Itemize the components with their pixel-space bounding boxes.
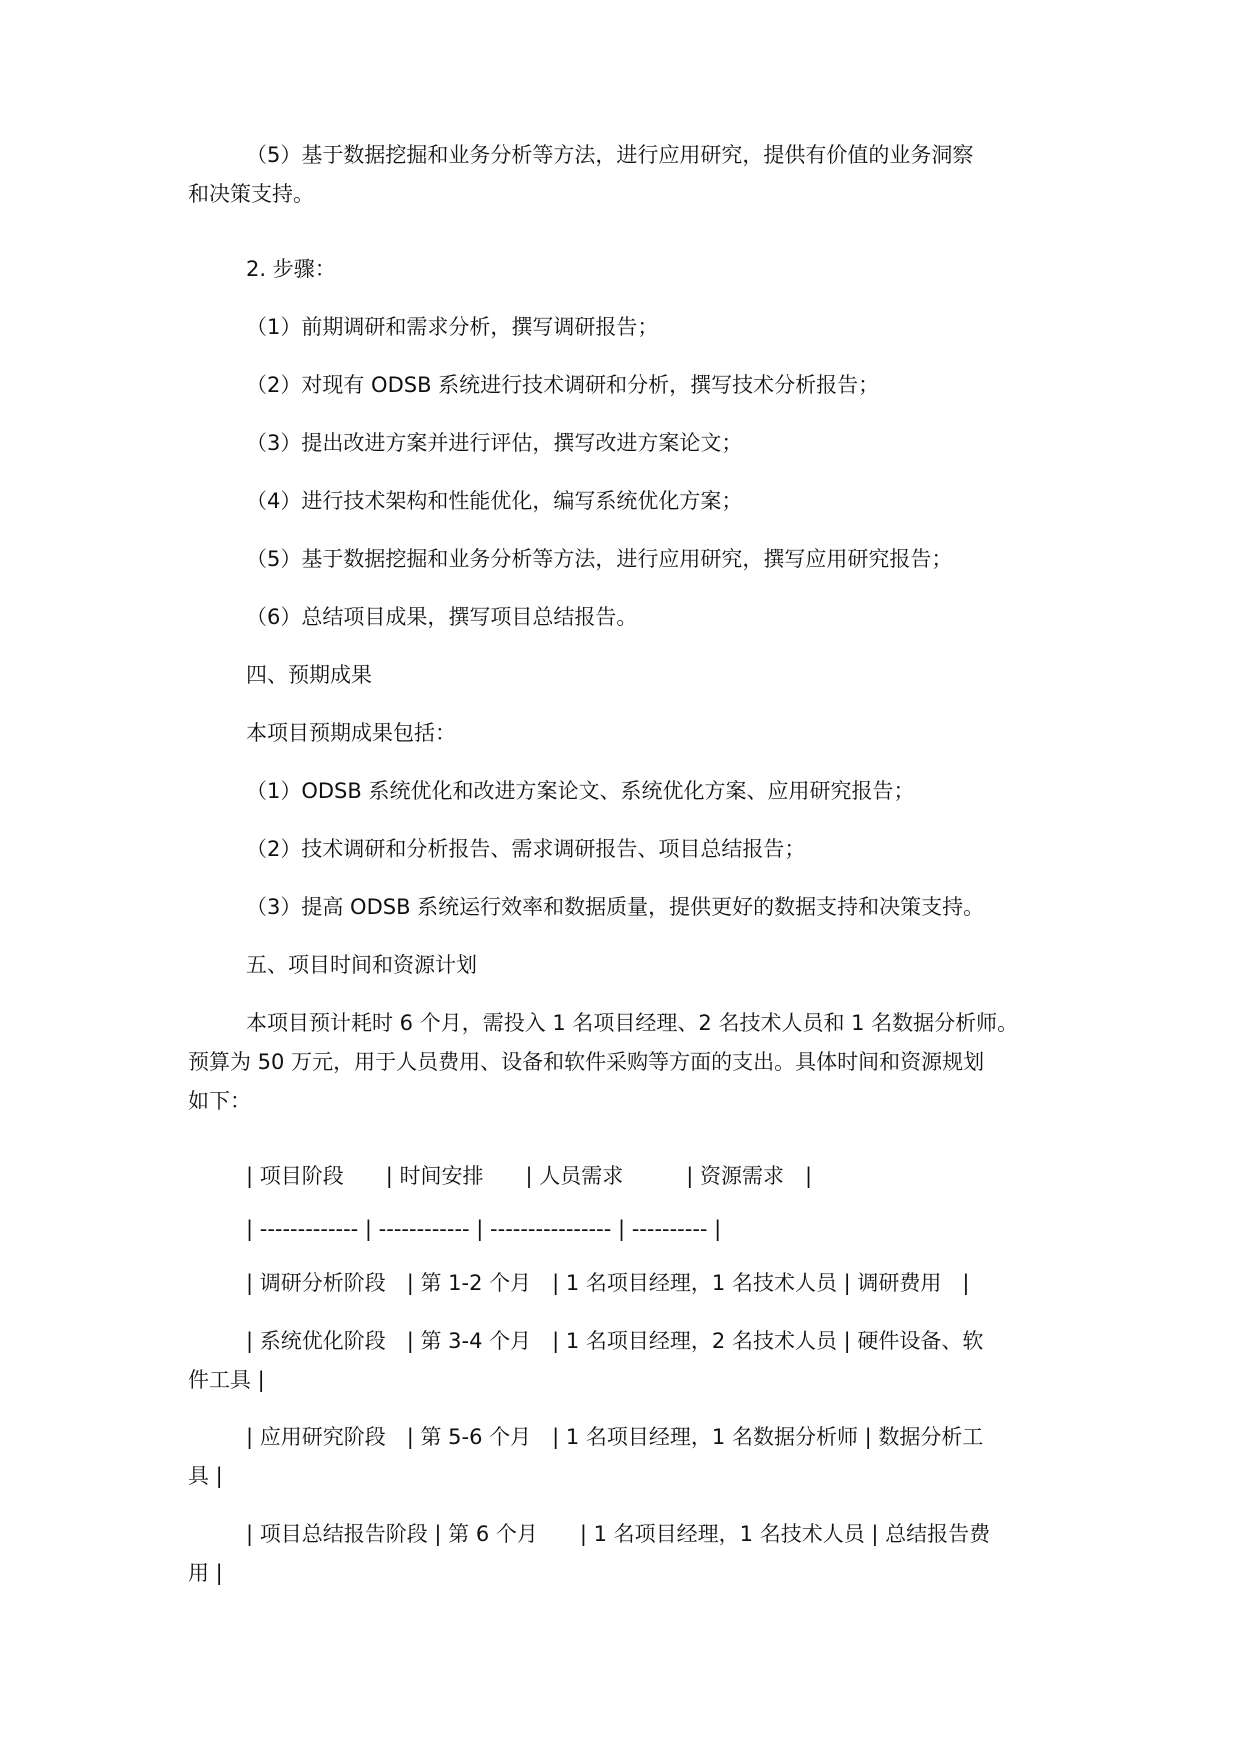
table-row-summary	[188, 1515, 1068, 1593]
text-line: 预算为 50 万元，用于人员费用、设备和软件采购等方面的支出。具体时间和资源规划	[188, 1050, 985, 1074]
result-item-2: （2）技术调研和分析报告、需求调研报告、项目总结报告；	[246, 837, 806, 861]
result-item-1: （1）ODSB 系统优化和改进方案论文、系统优化方案、应用研究报告；	[246, 779, 915, 803]
text-line: | 项目总结报告阶段 | 第 6 个月 | 1 名项目经理，1 名技术人员 | 总结报告费	[246, 1522, 991, 1546]
paragraph-step5-goal	[188, 136, 1068, 214]
table-row-application	[188, 1418, 1068, 1496]
step-item-4: （4）进行技术架构和性能优化，编写系统优化方案；	[246, 489, 743, 513]
table-separator-row: | ------------- | ------------ | ---------------- | ---------- |	[246, 1217, 722, 1241]
text-line: 如下：	[188, 1089, 251, 1113]
section-heading-expected-results: 四、预期成果	[246, 663, 372, 687]
step-item-1: （1）前期调研和需求分析，撰写调研报告；	[246, 315, 659, 339]
paragraph-schedule-intro	[188, 1004, 1068, 1121]
text-line: | 应用研究阶段 | 第 5-6 个月 | 1 名项目经理，1 名数据分析师 | 数据分析工	[246, 1425, 984, 1449]
text-line: 本项目预计耗时 6 个月，需投入 1 名项目经理、2 名技术人员和 1 名数据分析师。	[246, 1011, 1019, 1035]
table-row-research: | 调研分析阶段 | 第 1-2 个月 | 1 名项目经理，1 名技术人员 | 调研费用 |	[246, 1271, 970, 1295]
text-line: 件工具 |	[188, 1368, 265, 1392]
step-item-3: （3）提出改进方案并进行评估，撰写改进方案论文；	[246, 431, 743, 455]
text-line: （5）基于数据挖掘和业务分析等方法，进行应用研究，提供有价值的业务洞察	[246, 143, 974, 167]
step-item-5: （5）基于数据挖掘和业务分析等方法，进行应用研究，撰写应用研究报告；	[246, 547, 953, 571]
text-line: 和决策支持。	[188, 182, 314, 206]
table-row-optimization	[188, 1322, 1068, 1400]
section-heading-steps: 2. 步骤：	[246, 257, 336, 281]
text-line: | 系统优化阶段 | 第 3-4 个月 | 1 名项目经理，2 名技术人员 | 硬件设备、软	[246, 1329, 984, 1353]
section-heading-schedule: 五、项目时间和资源计划	[246, 953, 477, 977]
result-item-3: （3）提高 ODSB 系统运行效率和数据质量，提供更好的数据支持和决策支持。	[246, 895, 985, 919]
step-item-6: （6）总结项目成果，撰写项目总结报告。	[246, 605, 638, 629]
table-header-row: | 项目阶段 | 时间安排 | 人员需求 | 资源需求 |	[246, 1164, 813, 1188]
expected-results-intro: 本项目预期成果包括：	[246, 721, 456, 745]
step-item-2: （2）对现有 ODSB 系统进行技术调研和分析，撰写技术分析报告；	[246, 373, 880, 397]
text-line: 用 |	[188, 1561, 223, 1585]
text-line: 具 |	[188, 1464, 223, 1488]
